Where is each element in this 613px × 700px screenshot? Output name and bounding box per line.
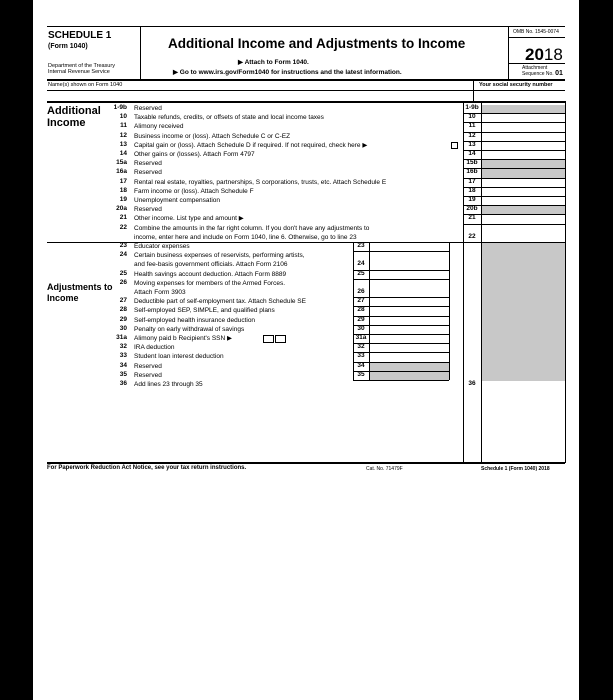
line-box-number: 34 xyxy=(357,361,365,369)
amount-field[interactable] xyxy=(33,0,116,8)
line-number: 30 xyxy=(119,324,127,332)
line-number: 24 xyxy=(119,251,127,259)
line-number: 14 xyxy=(119,150,127,157)
line-text: Capital gain or (loss). Attach Schedule D if required. If not required, check here ▶ xyxy=(134,141,368,149)
line-text: Alimony paid b Recipient's SSN ▶ xyxy=(134,335,233,342)
row-rule xyxy=(353,279,449,280)
line-text: Other income. List type and amount ▶ xyxy=(134,215,244,223)
amount-field[interactable] xyxy=(33,8,116,16)
line-text: Unemployment compensation xyxy=(134,197,220,204)
line-box-number: 25 xyxy=(357,269,365,277)
line-box-number: 18 xyxy=(468,186,476,194)
form-footer-id: Schedule 1 (Form 1040) 2018 xyxy=(481,466,550,472)
line-text: IRA deduction xyxy=(134,344,175,352)
line-box-number: 24 xyxy=(357,260,365,268)
line-number: 28 xyxy=(119,306,127,314)
line-box-number: 17 xyxy=(468,177,476,185)
attachment-label: Attachment xyxy=(522,65,548,71)
line-number: 11 xyxy=(120,122,127,130)
line-text: Health savings account deduction. Attach Form 8889 xyxy=(134,270,287,278)
line-number: 27 xyxy=(119,297,127,305)
line-text: Reserved xyxy=(134,169,162,177)
form-number: (Form 1040) xyxy=(48,43,88,50)
line-number: 13 xyxy=(119,140,127,148)
line-box-number: 22 xyxy=(468,232,476,240)
line-text: Deductible part of self-employment tax. Attach Schedule SE xyxy=(134,298,306,306)
line-number: 1-9b xyxy=(113,104,127,111)
line-text: Self-employed health insurance deduction xyxy=(134,316,256,324)
line-box-number: 13 xyxy=(468,140,476,148)
amount-field[interactable] xyxy=(370,270,449,279)
line-box-number: 21 xyxy=(468,214,476,222)
irs-name: Internal Revenue Service xyxy=(48,69,110,75)
amount-field[interactable] xyxy=(370,352,449,361)
line-box-number: 27 xyxy=(357,297,365,305)
line-box-number: 36 xyxy=(468,380,476,387)
line-box-number: 30 xyxy=(357,324,365,332)
line-box-number: 32 xyxy=(357,343,365,351)
names-field-label: Name(s) shown on Form 1040 xyxy=(48,82,123,88)
line-box-number: 11 xyxy=(468,122,476,130)
recipient-ssn-input[interactable] xyxy=(263,335,274,343)
line-text: Self-employed SEP, SIMPLE, and qualified plans xyxy=(134,307,275,315)
line-box-number: 16b xyxy=(466,168,478,176)
amount-field[interactable] xyxy=(33,16,116,24)
line-number: 31a xyxy=(116,334,127,341)
amount-field xyxy=(482,169,565,177)
line-box-number: 28 xyxy=(357,306,365,314)
line-number: 20a xyxy=(116,205,127,213)
line-box-number: 12 xyxy=(468,131,476,139)
form-page xyxy=(33,0,579,700)
line-text: Student loan interest deduction xyxy=(134,353,224,361)
amount-field[interactable] xyxy=(370,325,449,334)
department-name: Department of the Treasury xyxy=(48,63,115,69)
amount-field[interactable] xyxy=(33,49,116,57)
year-prefix: 20 xyxy=(525,45,544,64)
line-number: 22 xyxy=(119,223,127,231)
line-box-number: 26 xyxy=(357,288,365,295)
line-box-number: 29 xyxy=(357,315,365,323)
line-number: 12 xyxy=(119,131,127,139)
line-box-number: 1-9b xyxy=(465,104,479,111)
year-suffix: 18 xyxy=(543,45,563,64)
amount-field[interactable] xyxy=(370,288,449,297)
line-number: 36 xyxy=(119,380,127,387)
line-text: Alimony received xyxy=(134,123,184,131)
line-number: 21 xyxy=(119,214,127,222)
amount-field xyxy=(482,206,565,214)
line-text: Other gains or (losses). Attach Form 4797 xyxy=(134,151,255,158)
omb-number: OMB No. 1545-0074 xyxy=(513,29,559,35)
line-text: Certain business expenses of reservists, performing artists, xyxy=(134,252,305,260)
line-number: 35 xyxy=(119,370,127,378)
section-income-label: Additional Income xyxy=(47,105,101,129)
line-text: Educator expenses xyxy=(134,243,190,250)
catalog-number: Cat. No. 71479F xyxy=(366,466,403,472)
attachment-sequence xyxy=(522,65,563,77)
department xyxy=(48,63,115,75)
tax-year xyxy=(525,45,563,65)
amount-field[interactable] xyxy=(370,297,449,306)
line-number: 33 xyxy=(119,352,127,360)
sequence-number: 01 xyxy=(555,70,563,77)
line-box-number: 14 xyxy=(468,150,476,157)
section-additional-income xyxy=(47,105,107,129)
line-text: Taxable refunds, credits, or offsets of state and local income taxes xyxy=(134,114,324,122)
recipient-ssn-input[interactable] xyxy=(275,335,286,343)
line-text: Penalty on early withdrawal of savings xyxy=(134,325,245,333)
amount-field[interactable] xyxy=(370,242,449,251)
line-text: and fee-basis government officials. Attach Form 2106 xyxy=(134,261,288,269)
amount-field[interactable] xyxy=(370,260,449,269)
ssn-field-label: Your social security number xyxy=(479,82,553,88)
line-text: Business income or (loss). Attach Schedule C or C-EZ xyxy=(134,132,291,140)
line-text: Reserved xyxy=(134,371,162,379)
attach-note: ▶ Attach to Form 1040. xyxy=(238,59,309,66)
paperwork-notice: For Paperwork Reduction Act Notice, see your tax return instructions. xyxy=(47,465,247,471)
line-box-number: 20b xyxy=(466,205,478,213)
amount-field[interactable] xyxy=(482,233,565,242)
line-text: Rental real estate, royalties, partnerships, S corporations, trusts, etc. Attach Schedule E xyxy=(134,178,387,186)
row-rule xyxy=(353,251,449,252)
schedule-title: SCHEDULE 1 xyxy=(48,30,112,41)
line-box-number: 10 xyxy=(468,113,476,121)
line-text: Combine the amounts in the far right column. If you don't have any adjustments to xyxy=(134,224,370,232)
line-number: 17 xyxy=(119,177,127,185)
line-number: 15a xyxy=(116,159,127,167)
amount-field xyxy=(482,105,565,113)
line-number: 25 xyxy=(119,269,127,277)
line-text: Reserved xyxy=(134,362,162,370)
line-text: Reserved xyxy=(134,206,162,214)
amount-field[interactable] xyxy=(370,316,449,325)
line-number: 29 xyxy=(119,315,127,323)
line-text: Moving expenses for members of the Armed Forces. xyxy=(134,279,286,287)
amount-field[interactable] xyxy=(370,306,449,315)
line-text: Farm income or (loss). Attach Schedule F xyxy=(134,187,254,195)
col-divider xyxy=(449,242,450,380)
line-box-number: 19 xyxy=(468,196,476,203)
line-text: Reserved xyxy=(134,160,162,168)
page-title: Additional Income and Adjustments to Income xyxy=(168,36,466,51)
row-rule xyxy=(463,224,565,225)
line-number: 23 xyxy=(119,242,127,249)
amount-field[interactable] xyxy=(370,334,449,343)
line-number: 10 xyxy=(119,113,127,121)
line-text: Add lines 23 through 35 xyxy=(134,381,203,388)
shaded-amount xyxy=(370,363,449,371)
line-number: 16a xyxy=(116,168,127,176)
amount-field[interactable] xyxy=(482,380,565,389)
line-box-number: 33 xyxy=(357,352,365,360)
line-text: Attach Form 3903 xyxy=(134,289,186,296)
line-text: Reserved xyxy=(134,105,162,112)
line-box-number: 31a xyxy=(355,334,367,341)
checkbox-capital-gain[interactable] xyxy=(451,142,458,149)
shaded-amount xyxy=(370,372,449,380)
line-number: 26 xyxy=(119,278,127,286)
instructions-link[interactable]: ▶ Go to www.irs.gov/Form1040 for instructions and the latest information. xyxy=(173,69,402,76)
amount-field xyxy=(482,160,565,168)
line-number: 18 xyxy=(119,186,127,194)
shaded-area xyxy=(482,243,565,381)
amount-field[interactable] xyxy=(370,343,449,352)
line-box-number: 23 xyxy=(357,242,365,249)
sequence-label: Sequence No. xyxy=(522,71,554,77)
line-number: 19 xyxy=(119,196,127,203)
line-box-number: 35 xyxy=(357,370,365,378)
line-text: income, enter here and include on Form 1040, line 6. Otherwise, go to line 23 xyxy=(134,233,357,241)
row-rule xyxy=(353,380,449,381)
line-number: 34 xyxy=(119,361,127,369)
line-number: 32 xyxy=(119,343,127,351)
section-adjustments-label: Adjustments to Income xyxy=(47,282,113,303)
col-divider xyxy=(565,101,566,463)
line-box-number: 15b xyxy=(466,159,478,167)
